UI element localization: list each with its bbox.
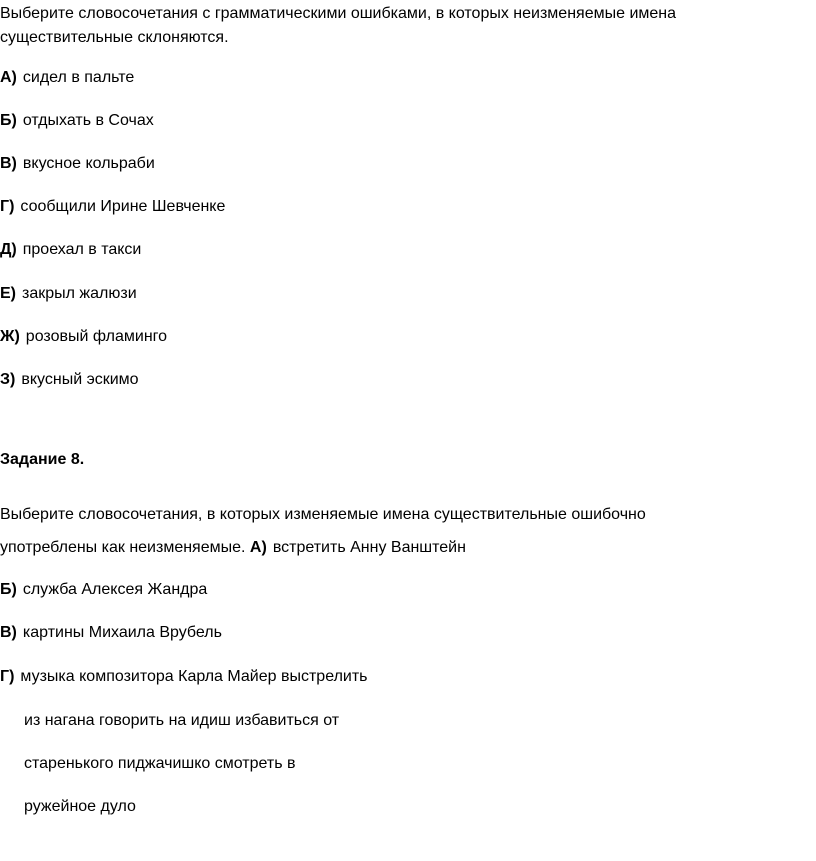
task7-intro-line2: существительные склоняются. <box>0 29 229 46</box>
task7-option-z <box>0 370 139 390</box>
option-label: Е) <box>0 285 16 302</box>
option-text: картины Михаила Врубель <box>22 624 222 641</box>
option-text: вкусный эскимо <box>21 371 139 388</box>
option-label: А) <box>0 69 17 86</box>
task8-continuation-1: из нагана говорить на идиш избавиться от <box>24 712 340 729</box>
task8-intro-line2-with-option-a <box>0 538 466 558</box>
option-text: сообщили Ирине Шевченке <box>20 198 226 215</box>
task8-option-v <box>0 623 222 643</box>
task8-option-g <box>0 667 368 687</box>
option-label: Б) <box>0 112 17 129</box>
option-text: закрыл жалюзи <box>22 285 137 302</box>
task7-option-v <box>0 154 155 174</box>
option-label: Г) <box>0 198 15 215</box>
task7-option-a <box>0 68 134 88</box>
option-text: встретить Анну Ванштейн <box>272 539 466 556</box>
task8-intro-line2: употреблены как неизменяемые. <box>0 539 246 556</box>
option-text: сидел в пальте <box>22 69 135 86</box>
option-text: вкусное кольраби <box>22 155 155 172</box>
option-text: розовый фламинго <box>25 328 168 345</box>
task8-intro-line1: Выберите словосочетания, в которых изменяемые имена существительные ошибочно <box>0 506 646 523</box>
task8-continuation-2: старенького пиджачишко смотреть в <box>24 755 296 772</box>
option-label: Г) <box>0 668 15 685</box>
option-text: музыка композитора Карла Майер выстрелить <box>20 668 368 685</box>
task8-heading: Задание 8. <box>0 451 85 468</box>
option-label: Ж) <box>0 328 20 345</box>
option-label: А) <box>249 539 267 556</box>
option-label: В) <box>0 155 17 172</box>
task7-option-e <box>0 284 137 304</box>
option-label: В) <box>0 624 17 641</box>
task7-intro-line1: Выберите словосочетания с грамматическими ошибками, в которых неизменяемые имена <box>0 5 677 22</box>
option-label: Б) <box>0 581 17 598</box>
option-text: отдыхать в Сочах <box>22 112 154 129</box>
task7-option-g <box>0 197 225 217</box>
option-label: Д) <box>0 241 17 258</box>
task8-continuation-3: ружейное дуло <box>24 798 136 815</box>
task7-option-zh <box>0 327 167 347</box>
task7-option-b <box>0 111 154 131</box>
task7-option-d <box>0 240 141 260</box>
task8-option-b <box>0 580 207 600</box>
option-text: проехал в такси <box>22 241 142 258</box>
option-label: З) <box>0 371 16 388</box>
option-text: служба Алексея Жандра <box>22 581 208 598</box>
